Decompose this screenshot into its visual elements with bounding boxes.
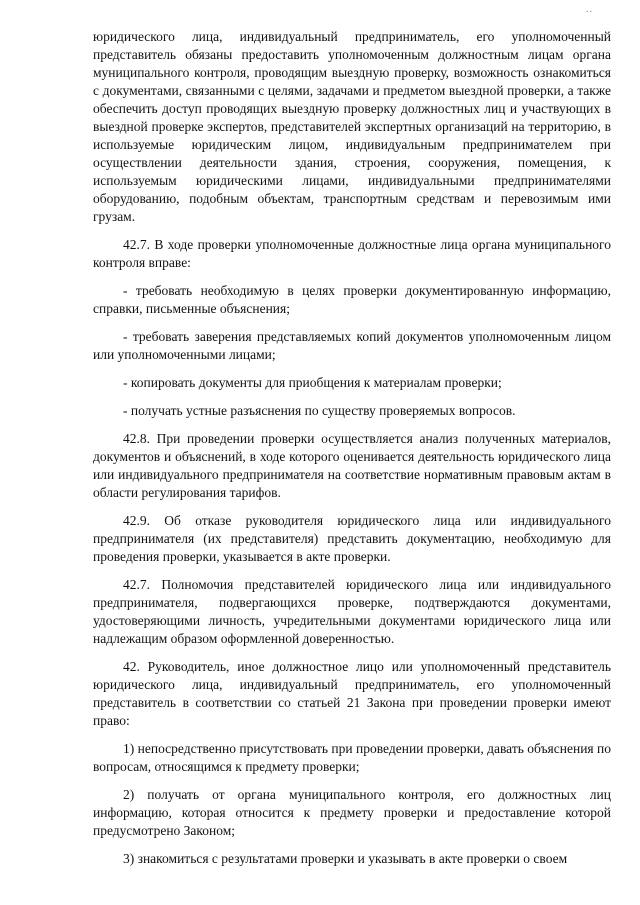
list-item-copy-documents: - копировать документы для приобщения к материалам проверки; (123, 375, 502, 390)
document-page (93, 28, 611, 878)
list-item-request-documents: - требовать необходимую в целях проверки документированную информацию, справки, письменные объяснения; (93, 283, 611, 316)
list-item-right-2: 2) получать от органа муниципального контроля, его должностных лиц информацию, которая относится к предмету проверки и предоставление которой предусмотрено Законом; (93, 787, 611, 838)
list-item-oral-explanations: - получать устные разъяснения по существу проверяемых вопросов. (123, 403, 516, 418)
paragraph-42-7-rights: 42.7. В ходе проверки уполномоченные должностные лица органа муниципального контроля вправе: (93, 237, 611, 270)
paragraph-42-7-powers: 42.7. Полномочия представителей юридического лица или индивидуального предпринимателя, подвергающихся проверке, подтверждаются документами, удостоверяющими личность, учредительными документами юридического лица или надлежащим образом оформленной доверенностью. (93, 577, 611, 646)
list-item-request-certification: - требовать заверения представляемых копий документов уполномоченным лицом или уполномоченными лицами; (93, 329, 611, 362)
paragraph-42-8: 42.8. При проведении проверки осуществляется анализ полученных материалов, документов и объяснений, в ходе которого оценивается деятельность юридического лица или индивидуального предпринимателя на соответствие нормативным правовым актам в области регулирования тарифов. (93, 431, 611, 500)
paragraph-42-9: 42.9. Об отказе руководителя юридического лица или индивидуального предпринимателя (их представителя) представить документацию, необходимую для проведения проверки, указывается в акте проверки. (93, 513, 611, 564)
paragraph-42-rights: 42. Руководитель, иное должностное лицо или уполномоченный представитель юридического лица, индивидуальный предприниматель, его уполномоченный представитель в соответствии со статьей 21 Закона при проведении проверки имеют право: (93, 659, 611, 728)
page-corner-mark: .. (586, 4, 593, 15)
list-item-right-3: 3) знакомиться с результатами проверки и указывать в акте проверки о своем (123, 851, 568, 866)
paragraph-continuation: юридического лица, индивидуальный предприниматель, его уполномоченный представитель обязаны предоставить уполномоченным должностным лицам органа муниципального контроля, проводящим выездную проверку, возможность ознакомиться с документами, связанными с целями, задачами и предметом выездной проверки, а также обеспечить доступ проводящих выездную проверку должностных лиц и участвующих в выездной проверке экспертов, представителей экспертных организаций на территорию, в используемые юридическим лицом, индивидуальным предпринимателем при осуществлении деятельности здания, строения, сооружения, помещения, к используемым юридическими лицами, индивидуальными предпринимателями оборудованию, подобным объектам, транспортным средствам и перевозимым ими грузам. (93, 29, 611, 224)
list-item-right-1: 1) непосредственно присутствовать при проведении проверки, давать объяснения по вопросам, относящимся к предмету проверки; (93, 741, 611, 774)
